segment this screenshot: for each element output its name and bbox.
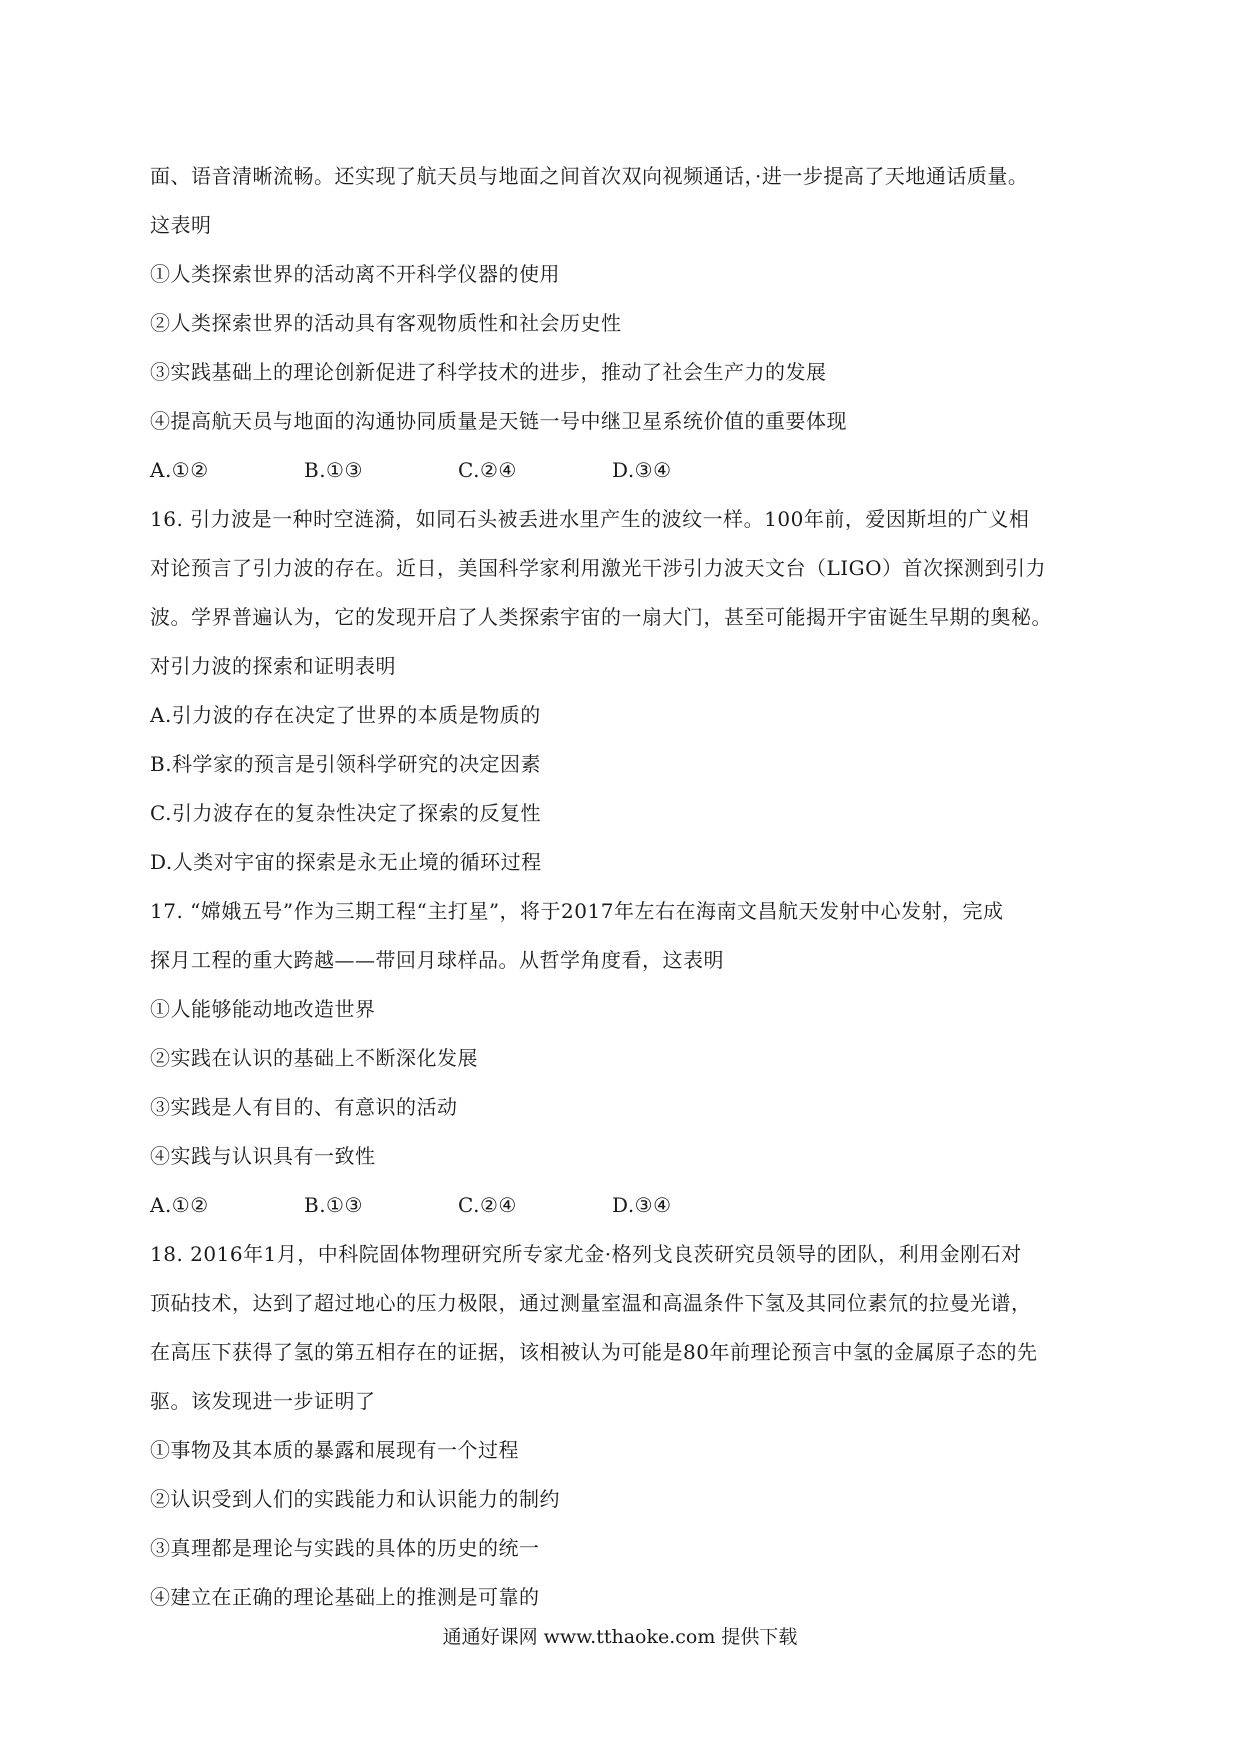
- statement-item: ③真理都是理论与实践的具体的历史的统一: [150, 1536, 540, 1560]
- statement-item: ④实践与认识具有一致性: [150, 1144, 376, 1168]
- answer-option: B.①③: [304, 1193, 363, 1217]
- answer-option: A.①②: [150, 1193, 209, 1217]
- answer-options: [150, 446, 1100, 495]
- statement-item: ③实践是人有目的、有意识的活动: [150, 1095, 458, 1119]
- statement-item: ②认识受到人们的实践能力和认识能力的制约: [150, 1487, 560, 1511]
- answer-option: D.③④: [612, 1193, 672, 1217]
- answer-option: D.③④: [612, 458, 672, 482]
- answer-option: B.科学家的预言是引领科学研究的决定因素: [150, 752, 542, 776]
- statement-item: ①人类探索世界的活动离不开科学仪器的使用: [150, 262, 560, 286]
- question-16-stem: 16. 引力波是一种时空涟漪，如同石头被丢进水里产生的波纹一样。100年前，爱因斯坦的广义相: [150, 507, 1030, 531]
- text-line: 在高压下获得了氢的第五相存在的证据，该相被认为可能是80年前理论预言中氢的金属原子态的先: [150, 1340, 1038, 1364]
- text-line: 波。学界普遍认为，它的发现开启了人类探索宇宙的一扇大门，甚至可能揭开宇宙诞生早期的奥秘。: [150, 605, 1052, 629]
- answer-option: C.②④: [458, 1193, 517, 1217]
- text-line: 这表明: [150, 213, 212, 237]
- statement-item: ①人能够能动地改造世界: [150, 997, 376, 1021]
- statement-item: ①事物及其本质的暴露和展现有一个过程: [150, 1438, 519, 1462]
- text-line: 对引力波的探索和证明表明: [150, 654, 396, 678]
- text-line: 探月工程的重大跨越——带回月球样品。从哲学角度看，这表明: [150, 948, 724, 972]
- statement-item: ④提高航天员与地面的沟通协同质量是天链一号中继卫星系统价值的重要体现: [150, 409, 847, 433]
- text-line: 面、语音清晰流畅。还实现了航天员与地面之间首次双向视频通话，·进一步提高了天地通话质量。: [150, 164, 1029, 188]
- statement-item: ③实践基础上的理论创新促进了科学技术的进步，推动了社会生产力的发展: [150, 360, 827, 384]
- statement-item: ②人类探索世界的活动具有客观物质性和社会历史性: [150, 311, 622, 335]
- statement-item: ②实践在认识的基础上不断深化发展: [150, 1046, 478, 1070]
- text-line: 对论预言了引力波的存在。近日，美国科学家利用激光干涉引力波天文台（LIGO）首次探测到引力: [150, 556, 1047, 580]
- answer-option: A.引力波的存在决定了世界的本质是物质的: [150, 703, 541, 727]
- question-18-stem: 18. 2016年1月，中科院固体物理研究所专家尤金·格列戈良茨研究员领导的团队，利用金刚石对: [150, 1242, 1022, 1266]
- question-17-stem: 17. “嫦娥五号”作为三期工程“主打星”，将于2017年左右在海南文昌航天发射中心发射，完成: [150, 899, 1004, 923]
- text-line: 驱。该发现进一步证明了: [150, 1389, 376, 1413]
- page-footer: 通通好课网 www.tthaoke.com 提供下载: [442, 1626, 798, 1648]
- answer-option: A.①②: [150, 458, 209, 482]
- text-line: 顶砧技术，达到了超过地心的压力极限，通过测量室温和高温条件下氢及其同位素氘的拉曼光谱，: [150, 1291, 1032, 1315]
- page-content: [150, 152, 1100, 1622]
- statement-item: ④建立在正确的理论基础上的推测是可靠的: [150, 1585, 540, 1609]
- answer-option: C.②④: [458, 458, 517, 482]
- answer-options: [150, 1181, 1100, 1230]
- answer-option: C.引力波存在的复杂性决定了探索的反复性: [150, 801, 541, 825]
- answer-option: D.人类对宇宙的探索是永无止境的循环过程: [150, 850, 542, 874]
- answer-option: B.①③: [304, 458, 363, 482]
